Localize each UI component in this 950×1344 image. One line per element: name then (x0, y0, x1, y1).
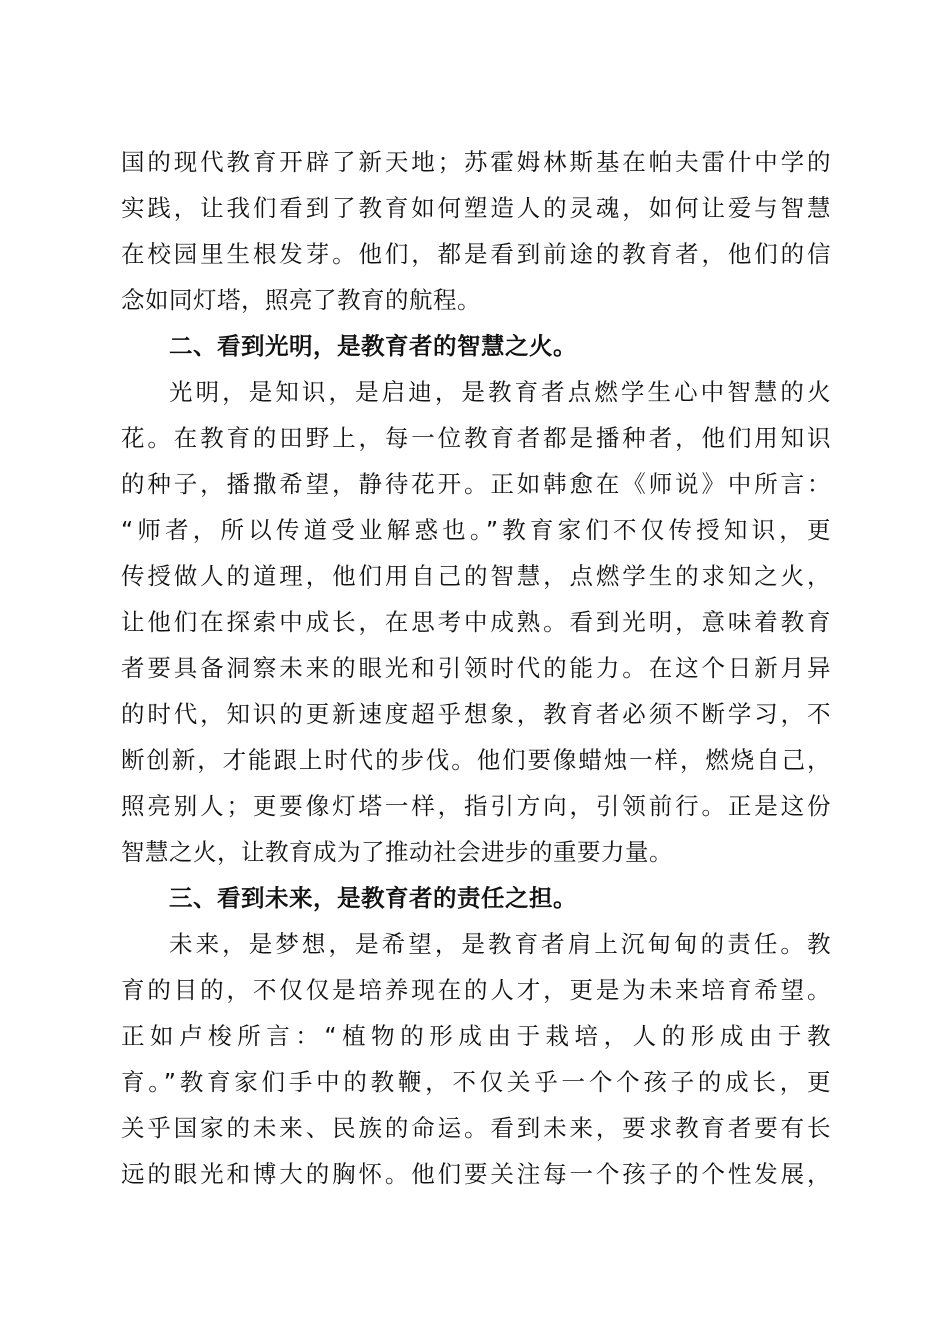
paragraph-line: 实践，让我们看到了教育如何塑造人的灵魂，如何让爱与智慧 (121, 194, 831, 222)
paragraph-line: “师者，所以传道受业解惑也。”教育家们不仅传授知识，更 (121, 516, 831, 544)
paragraph-line: 在校园里生根发芽。他们，都是看到前途的教育者，他们的信 (121, 240, 831, 268)
paragraph-line: 光明，是知识，是启迪，是教育者点燃学生心中智慧的火 (169, 378, 831, 406)
paragraph-line: 让他们在探索中成长，在思考中成熟。看到光明，意味着教育 (121, 608, 831, 636)
paragraph-line: 国的现代教育开辟了新天地；苏霍姆林斯基在帕夫雷什中学的 (121, 148, 831, 176)
paragraph-line: 照亮别人；更要像灯塔一样，指引方向，引领前行。正是这份 (121, 792, 831, 820)
paragraph-line: 花。在教育的田野上，每一位教育者都是播种者，他们用知识 (121, 424, 831, 452)
paragraph-line: 育。”教育家们手中的教鞭，不仅关乎一个个孩子的成长，更 (121, 1068, 831, 1096)
paragraph-line: 者要具备洞察未来的眼光和引领时代的能力。在这个日新月异 (121, 654, 831, 682)
paragraph-line: 的时代，知识的更新速度超乎想象，教育者必须不断学习，不 (121, 700, 831, 728)
paragraph-line: 未来，是梦想，是希望，是教育者肩上沉甸甸的责任。教 (169, 930, 831, 958)
section-heading-2: 二、看到光明，是教育者的智慧之火。 (169, 332, 577, 360)
paragraph-line: 育的目的，不仅仅是培养现在的人才，更是为未来培育希望。 (121, 976, 831, 1004)
paragraph-line: 念如同灯塔，照亮了教育的航程。 (121, 286, 481, 314)
paragraph-line: 传授做人的道理，他们用自己的智慧，点燃学生的求知之火， (121, 562, 831, 590)
paragraph-line: 智慧之火，让教育成为了推动社会进步的重要力量。 (121, 838, 673, 866)
paragraph-line: 远的眼光和博大的胸怀。他们要关注每一个孩子的个性发展， (121, 1160, 831, 1188)
paragraph-line: 关乎国家的未来、民族的命运。看到未来，要求教育者要有长 (121, 1114, 831, 1142)
paragraph-line: 的种子，播撒希望，静待花开。正如韩愈在《师说》中所言： (121, 470, 831, 498)
paragraph-line: 断创新，才能跟上时代的步伐。他们要像蜡烛一样，燃烧自己， (121, 746, 831, 774)
paragraph-line: 正如卢梭所言：“植物的形成由于栽培，人的形成由于教 (121, 1022, 831, 1050)
section-heading-3: 三、看到未来，是教育者的责任之担。 (169, 884, 577, 912)
